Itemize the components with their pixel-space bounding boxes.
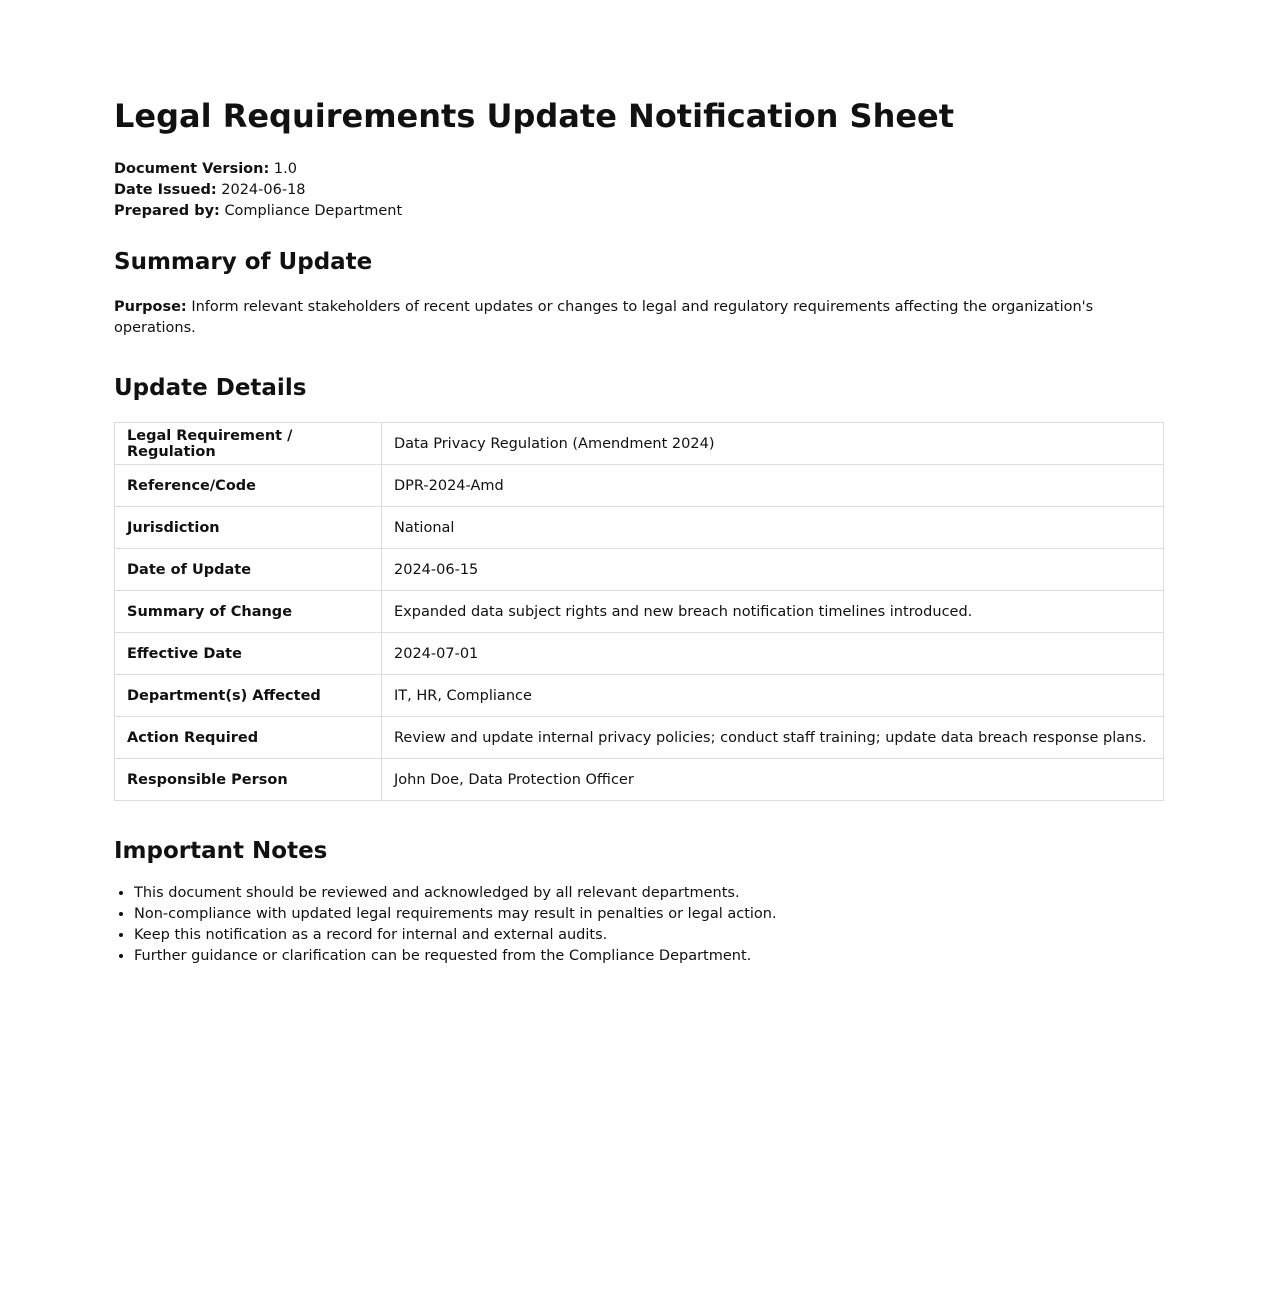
meta-version [114, 159, 1164, 180]
table-row [115, 549, 1164, 591]
row-value: Data Privacy Regulation (Amendment 2024) [382, 423, 1164, 465]
row-label: Responsible Person [115, 759, 382, 801]
table-row [115, 717, 1164, 759]
table-row [115, 633, 1164, 675]
list-item: • This document should be reviewed and acknowledged by all relevant departments. [134, 883, 1164, 904]
row-value: Review and update internal privacy policies; conduct staff training; update data breach response plans. [382, 717, 1164, 759]
meta-value: 1.0 [273, 161, 297, 177]
meta-prepared-by [114, 201, 1164, 222]
row-value: Expanded data subject rights and new breach notification timelines introduced. [382, 591, 1164, 633]
table-row [115, 675, 1164, 717]
list-item: • Further guidance or clarification can be requested from the Compliance Department. [134, 946, 1164, 967]
row-value: John Doe, Data Protection Officer [382, 759, 1164, 801]
notes-heading: Important Notes [114, 838, 328, 864]
notes-list [114, 883, 1164, 967]
row-value: DPR-2024-Amd [382, 465, 1164, 507]
row-label: Date of Update [115, 549, 382, 591]
meta-label: Prepared by: [114, 203, 220, 219]
details-heading: Update Details [114, 375, 307, 401]
table-row [115, 759, 1164, 801]
meta-value: 2024-06-18 [221, 182, 306, 198]
row-value: 2024-06-15 [382, 549, 1164, 591]
row-value: 2024-07-01 [382, 633, 1164, 675]
purpose-paragraph [114, 297, 1164, 339]
table-row [115, 507, 1164, 549]
meta-label: Date Issued: [114, 182, 217, 198]
list-item: • Non-compliance with updated legal requirements may result in penalties or legal action. [134, 904, 1164, 925]
meta-value: Compliance Department [224, 203, 403, 219]
row-label: Legal Requirement / Regulation [115, 423, 382, 465]
table-row [115, 465, 1164, 507]
row-value: IT, HR, Compliance [382, 675, 1164, 717]
row-value: National [382, 507, 1164, 549]
row-label: Action Required [115, 717, 382, 759]
list-item: • Keep this notification as a record for internal and external audits. [134, 925, 1164, 946]
document-meta [114, 159, 1164, 222]
table-row [115, 591, 1164, 633]
meta-date-issued [114, 180, 1164, 201]
summary-heading: Summary of Update [114, 249, 373, 275]
row-label: Department(s) Affected [115, 675, 382, 717]
page-title: Legal Requirements Update Notification Sheet [114, 97, 955, 135]
row-label: Summary of Change [115, 591, 382, 633]
meta-label: Document Version: [114, 161, 270, 177]
purpose-text: Inform relevant stakeholders of recent updates or changes to legal and regulatory requirements affecting the organization's operations. [114, 299, 1094, 336]
row-label: Jurisdiction [115, 507, 382, 549]
row-label: Effective Date [115, 633, 382, 675]
update-details-table [114, 422, 1164, 801]
purpose-label: Purpose: [114, 299, 187, 315]
table-row [115, 423, 1164, 465]
row-label: Reference/Code [115, 465, 382, 507]
